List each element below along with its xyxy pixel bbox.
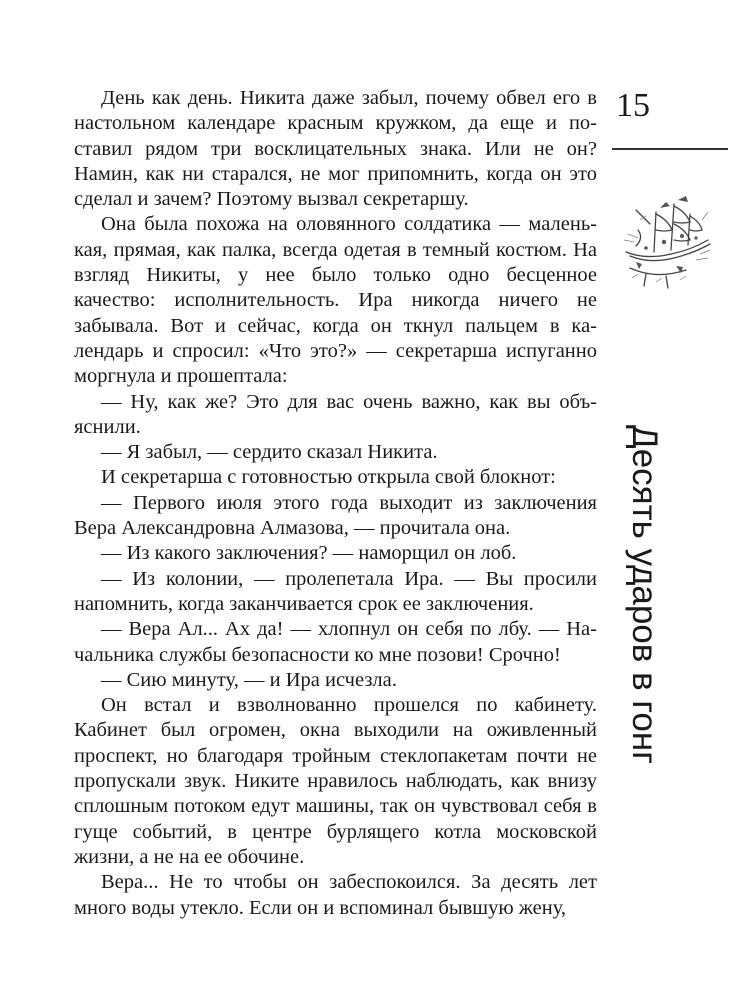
paragraph: — Вера Ал... Ах да! — хлопнул он себя по лбу. — Начальника службы безопасности ко мне позови! Срочно!: [74, 618, 597, 666]
paragraph: Он встал и взволнованно прошелся по кабинету. Кабинет был огромен, окна выходили на оживленный проспект, но благодаря тройным стеклопакетам почти не пропускали звук. Никите нравилось наблюдать, как внизу сплошным потоком едут машины, так он чувствовал себя в гуще событий, в центре бурлящего котла московской жизни, а не на ее обочине.: [74, 694, 597, 868]
paragraph: Вера... Не то чтобы он забеспокоился. За десять лет много воды утекло. Если он и вспоминал бывшую жену,: [74, 871, 597, 919]
paragraph: День как день. Никита даже забыл, почему обвел его в настольном календаре красным кружком, да еще и поставил рядом три восклицательных знака. Или не он? Намин, как ни старался, не мог припомнить, когда он это сделал и зачем? Поэтому вызвал секретаршу.: [74, 87, 597, 211]
paragraph: — Первого июля этого года выходит из заключения Вера Александровна Алмазова, — прочитала она.: [74, 491, 597, 540]
paragraph: И секретарша с готовностью открыла свой блокнот:: [101, 466, 556, 489]
body-text: [74, 86, 597, 921]
page-number: 15: [616, 87, 650, 124]
running-title: Десять ударов в гонг: [625, 425, 664, 764]
paragraph: — Из колонии, — пролепетала Ира. — Вы просили напомнить, когда заканчивается срок ее заключения.: [74, 567, 597, 615]
paragraph: — Ну, как же? Это для вас очень важно, как вы объяснили.: [74, 390, 597, 438]
header-rule: [612, 148, 728, 150]
paragraph: — Я забыл, — сердито сказал Никита.: [101, 441, 438, 464]
paragraph: — Из какого заключения? — наморщил он лоб.: [101, 542, 517, 565]
paragraph: — Сию минуту, — и Ира исчезла.: [101, 668, 397, 691]
paragraph: Она была похожа на оловянного солдатика — маленькая, прямая, как палка, всегда одетая в темный костюм. На взгляд Никиты, у нее было только одно бесценное качество: исполнительность. Ира никогда ничего не забывала. Вот и сейчас, когда он ткнул пальцем в календарь и спросил: «Что это?» — секретарша испуганно моргнула и прошептала:: [74, 213, 597, 388]
ship-vignette-icon: [616, 190, 716, 290]
